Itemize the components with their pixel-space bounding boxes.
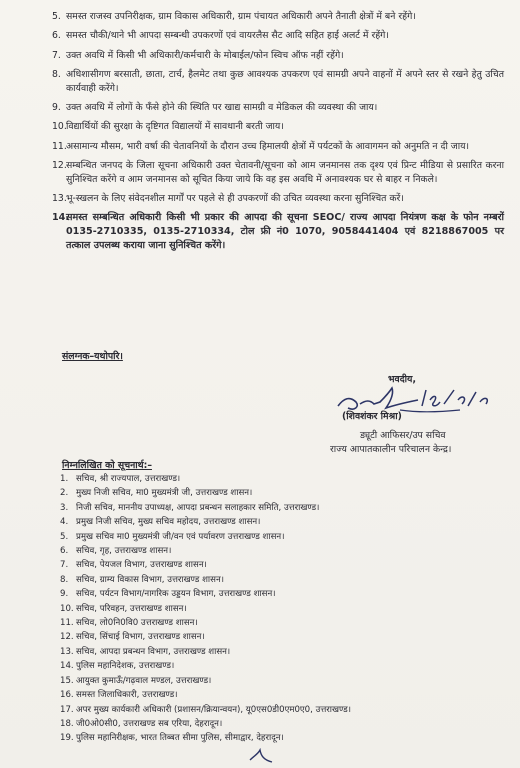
recipient-item: 18. जी0ओ0सी0, उत्तराखण्ड सब एरिया, देहरादून। — [60, 718, 223, 729]
recipient-item: 16. समस्त जिलाधिकारी, उत्तराखण्ड। — [60, 690, 178, 701]
instruction-item: 9. उक्त अवधि में लोगों के फँसे होने की स्थिति पर खाद्य सामग्री व मेडिकल की व्यवस्था की जाय। — [52, 102, 378, 114]
instruction-item: 5. समस्त राजस्व उपनिरीक्षक, ग्राम विकास अधिकारी, ग्राम पंचायत अधिकारी अपने तैनाती क्षेत्रों में बने रहेंगे। — [52, 11, 416, 22]
recipient-item: 10. सचिव, परिवहन, उत्तराखण्ड शासन। — [60, 603, 187, 614]
signatory-office: राज्य आपातकालीन परिचालन केन्द्र। — [330, 444, 452, 455]
instruction-item-emergency-contacts: 14. समस्त सम्बन्धित अधिकारी किसी भी प्रकार की आपदा की सूचना SEOC/ राज्य आपदा नियंत्रण कक्ष के फोन नम्बरों 0135-2710335, 0135-2710334, टोल फ्री नं0 1070, 9058441404 एवं 8218867005 पर तत्काल उपलब्ध कराया जाना सुनिश्चित करेंगे। — [52, 212, 504, 252]
instruction-item: 13. भू-स्खलन के लिए संवेदनशील मार्गों पर पहले से ही उपकरणों की उचित व्यवस्था करना सुनिश्चित करें। — [52, 193, 404, 205]
instruction-item: 7. उक्त अवधि में किसी भी अधिकारी/कर्मचारी के मोबाईल/फोन स्विच ऑफ नहीं रहेंगे। — [52, 49, 344, 61]
instruction-item: 8. अधिशासीगण बरसाती, छाता, टार्च, हैलमेट तथा कुछ आवश्यक उपकरण एवं सामग्री अपने वाहनों में अपने स्तर से रखने हेतु उचित कार्यवाही करेंगे। — [52, 69, 504, 94]
recipient-item: 5. प्रमुख सचिव मा0 मुख्यमंत्री जी/वन एवं पर्यावरण उत्तराखण्ड शासन। — [60, 531, 285, 542]
instruction-list — [52, 10, 504, 253]
recipient-list — [60, 472, 500, 746]
copy-to-heading: निम्नलिखित को सूचनार्थ:– — [62, 460, 152, 471]
recipient-item: 13. सचिव, आपदा प्रबन्धन विभाग, उत्तराखण्ड शासन। — [60, 646, 231, 657]
instruction-item: 10. विद्यार्थियों की सुरक्षा के दृष्टिगत विद्यालयों में सावधानी बरती जाय। — [52, 121, 284, 133]
recipient-item: 6. सचिव, गृह, उत्तराखण्ड शासन। — [60, 546, 172, 557]
recipient-item: 17. अपर मुख्य कार्यकारी अधिकारी (प्रशासन/क्रियान्वयन), यू0एस0डी0एम0ए0, उत्तराखण्ड। — [60, 704, 351, 715]
recipient-item: 7. सचिव, पेयजल विभाग, उत्तराखण्ड शासन। — [60, 560, 207, 571]
yours-faithfully: भवदीय, — [388, 374, 416, 385]
recipient-item: 14. पुलिस महानिदेशक, उत्तराखण्ड। — [60, 661, 175, 672]
recipient-item: 1. सचिव, श्री राज्यपाल, उत्तराखण्ड। — [60, 474, 181, 484]
recipient-item: 3. निजी सचिव, माननीय उपाध्यक्ष, आपदा प्रबन्धन सलाहकार समिति, उत्तराखण्ड। — [60, 502, 320, 513]
signatory-name: (शिवशंकर मिश्रा) — [342, 411, 402, 422]
enclosure-note: संलग्नक–यथोपरि। — [62, 351, 123, 362]
instruction-item: 6. समस्त चौकी/थाने भी आपदा सम्बन्धी उपकरणों एवं वायरलैस सैट आदि सहित हाई अलर्ट में रहेंगे। — [52, 30, 389, 42]
recipient-item: 11. सचिव, लो0नि0वि0 उत्तराखण्ड शासन। — [60, 618, 198, 629]
signatory-designation: ड्यूटी आफिसर/उप सचिव — [360, 430, 446, 441]
recipient-item: 15. आयुक्त कुमाऊँ/गढ़वाल मण्डल, उत्तराखण्ड। — [60, 675, 212, 686]
instruction-item: 12. सम्बन्धित जनपद के जिला सूचना अधिकारी उक्त चेतावनी/सूचना को आम जनमानस तक दृश्य एवं प्रिन्ट मीडिया से प्रसारित करना सुनिश्चित करेंगे व आम जनमानस को सूचित किया जाये कि वह इस अवधि में अनावश्यक घर से बाहर न निकले। — [52, 160, 504, 185]
recipient-item: 4. प्रमुख निजी सचिव, मुख्य सचिव महोदय, उत्तराखण्ड शासन। — [60, 517, 261, 528]
instruction-item: 11. असामान्य मौसम, भारी वर्षा की चेतावनियों के दौरान उच्च हिमालयी क्षेत्रों में पर्यटकों के आवागमन को अनुमति न दी जाय। — [52, 140, 470, 152]
handwritten-tick-mark — [246, 748, 276, 766]
recipient-item: 2. मुख्य निजी सचिव, मा0 मुख्यमंत्री जी, उत्तराखण्ड शासन। — [60, 488, 253, 499]
recipient-item: 19. पुलिस महानिरीक्षक, भारत तिब्बत सीमा पुलिस, सीमाद्वार, देहरादून। — [60, 733, 284, 744]
recipient-item: 8. सचिव, ग्राम्य विकास विभाग, उत्तराखण्ड शासन। — [60, 574, 224, 585]
recipient-item: 9. सचिव, पर्यटन विभाग/नागरिक उड्डयन विभाग, उत्तराखण्ड शासन। — [60, 589, 276, 600]
recipient-item: 12. सचिव, सिंचाई विभाग, उत्तराखण्ड शासन। — [60, 632, 205, 643]
